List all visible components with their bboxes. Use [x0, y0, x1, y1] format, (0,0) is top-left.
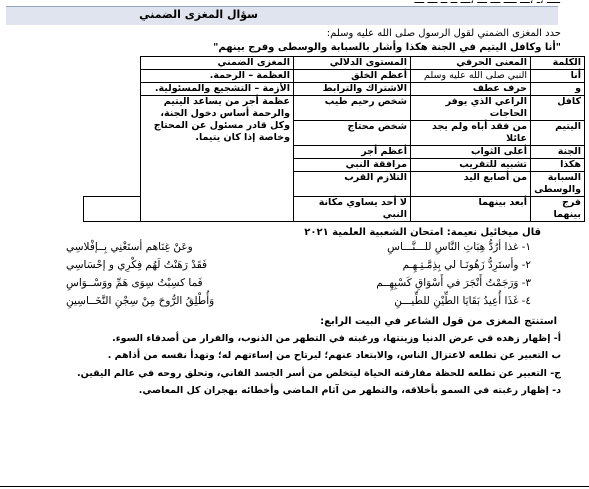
cell-implicit-empty	[84, 197, 141, 222]
hadith-text: "أنا وكافل اليتيم في الجنة هكذا وأشار بالسبابة والوسطى وفرج بينهم"	[213, 42, 561, 53]
analysis-table	[83, 56, 585, 222]
poem-intro: قال ميخائيل نعيمة: امتحان الشعبية العلمية ٢٠٢١	[304, 227, 541, 238]
option-c: ج- التعبير عن تطلعه للحظة مفارقته الحياة ليتخلص من أسر الجسد الفاني، وتحلق روحه في عالم اليقين.	[77, 368, 561, 379]
section-title: سؤال المغزى الضمني	[139, 8, 258, 21]
verse-1-second: وعَنْ غِنَاهم أستَغْنِي بِــإفْلاسِي	[66, 241, 193, 253]
cell-literal: أعلى الثواب	[411, 146, 531, 159]
cell-word: السبابة والوسطى	[531, 172, 585, 197]
verse-3-second: فَما كسِبْتُ سِوَى هَمِّ ووَسْــوَاسِ	[66, 277, 203, 289]
cell-semantic: أعظم الخلق	[294, 70, 411, 83]
option-b: ب التعبير عن تطلعه لاعتزال الناس، والابتعاد عنهم؛ ليرتاح من إساءتهم له؛ وتهدأ نفسه من أذاهم .	[107, 350, 561, 361]
cell-semantic: أعظم أجر	[294, 146, 411, 159]
cell-semantic: شخص رحيم طيب	[294, 96, 411, 121]
cell-word: الجنة	[531, 146, 585, 159]
question-prompt: استنتج المغزى من قول الشاعر في البيت الرابع:	[320, 316, 557, 327]
table-row	[84, 70, 585, 83]
instruction-text: حدد المغزى الضمني لقول الرسول صلى الله عليه وسلم:	[326, 28, 561, 39]
verse-2-first: ٢- وأستَرِدُّ زَهُونَـا لي بِذِمَّـتِـهِـم	[402, 259, 531, 271]
cell-semantic: الاشتراك والترابط	[294, 83, 411, 96]
verse-4-second: وَأُطْلِقُ الرُّوحَ مِنْ سِجْنِ النَّخَــاسِينِ	[66, 295, 215, 307]
option-d: د- إظهار رغبته في السمو بأخلاقه، والتطهر من آثام الماضي وأخطائه بهجران كل المعاصي.	[138, 385, 561, 396]
option-a: أ- إظهار زهده في عرض الدنيا وزينتها، ورغبته في التطهر من الذنوب، والفرار من أصدقاء السوء.	[112, 333, 561, 344]
header-word: الكلمة	[531, 57, 585, 70]
cell-word: و	[531, 83, 585, 96]
cell-word: كافل	[531, 96, 585, 121]
cell-word: هكذا	[531, 159, 585, 172]
bottom-rule	[0, 486, 589, 487]
cell-semantic: شخص محتاج	[294, 121, 411, 146]
cell-literal: حرف عطف	[411, 83, 531, 96]
cut-text-line	[20, 0, 560, 5]
section-heading-bar	[6, 6, 558, 25]
verse-2-second: فَقَدْ رَهَنْتُ لَهُم فِكْرِي و إحْسَاسِي	[66, 259, 208, 271]
table-header-row	[84, 57, 585, 70]
cell-implicit: الأزمة – التشجيع والمسئولية.	[141, 83, 294, 96]
cell-semantic: التلازم القرب	[294, 172, 411, 197]
cell-literal: تشبيه للتقريب	[411, 159, 531, 172]
cell-literal: الراعي الذي يوفر الحاجات	[411, 96, 531, 121]
table-row	[84, 96, 585, 121]
cell-word: فرج بينهما	[531, 197, 585, 222]
cell-implicit: العظمة – الرحمة.	[141, 70, 294, 83]
cell-semantic: لا أحد يساوي مكانة النبي	[294, 197, 411, 222]
cell-literal: النبي صلى الله عليه وسلم	[411, 70, 531, 83]
table-row	[84, 83, 585, 96]
cell-word: اليتيم	[531, 121, 585, 146]
cell-literal: من فقد أباه ولم يجد عائلا	[411, 121, 531, 146]
verse-3-first: ٣- وَرَجَمْتُ أَنْجَرَ في أَسْوَاقِ كَسْبِهِــم	[376, 277, 531, 289]
merged-implicit-note: عظمة أجر من يساعد اليتيم والرحمة أساس دخول الجنة، وكل قادر مسئول عن المحتاج وخاصة إذا كان يتيما.	[141, 96, 294, 222]
verse-4-first: ٤- غَذَا أُعِيدُ بَقَايَا الطِّيْنِ للطِّيـــنِ	[394, 295, 531, 307]
verse-1-first: ١- غذا أرُدُّ هِبَاتِ النَّاسِ للـــنَّـــاسِ	[387, 241, 531, 253]
header-literal: المعنى الحرفي	[411, 57, 531, 70]
cell-semantic: مرافقة النبي	[294, 159, 411, 172]
header-semantic: المستوى الدلالي	[294, 57, 411, 70]
cell-literal: أبعد بينهما	[411, 197, 531, 222]
cell-word: أنا	[531, 70, 585, 83]
header-implicit: المغزى الضمني	[141, 57, 294, 70]
cell-literal: من أصابع اليد	[411, 172, 531, 197]
